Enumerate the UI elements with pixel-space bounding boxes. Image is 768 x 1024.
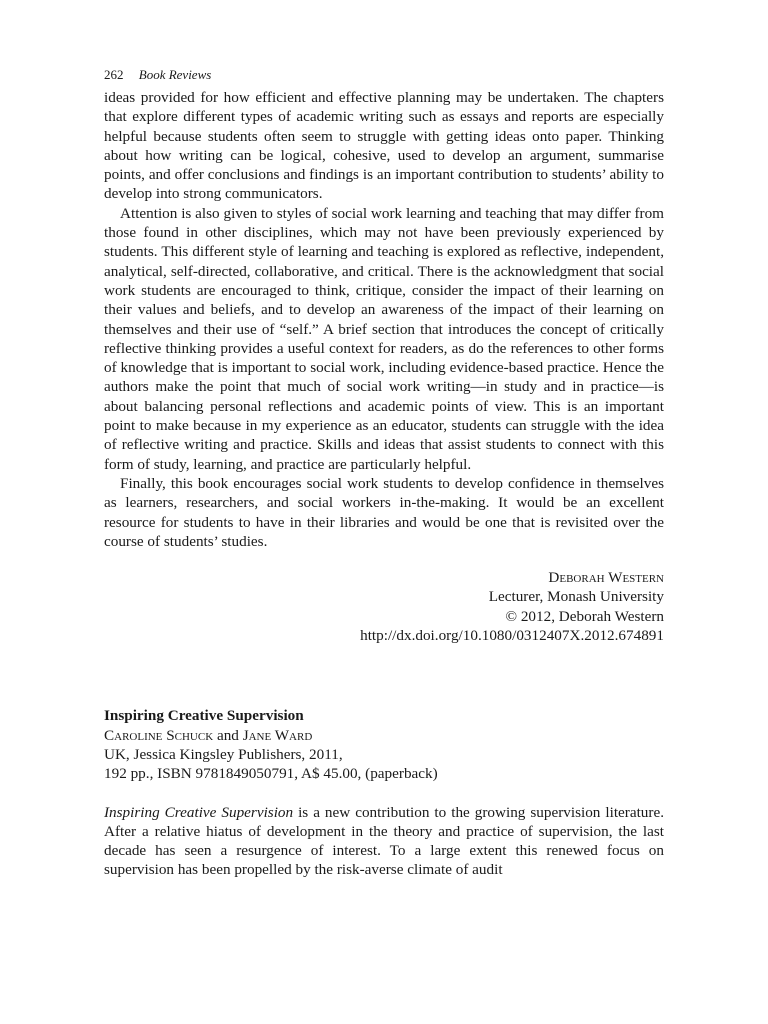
- book-details: 192 pp., ISBN 9781849050791, A$ 45.00, (paperback): [104, 765, 438, 783]
- book-title: Inspiring Creative Supervision: [104, 707, 304, 725]
- review1-paragraph-1: ideas provided for how efficient and effective planning may be undertaken. The chapters that explore different types of academic writing such as essays and reports are especially helpful because students often seem to struggle with getting ideas onto paper. Thinking about how writing can be logical, cohesive, used to develop an argument, summarise points, and offer conclusions and findings is an important contribution to students’ ability to develop into strong communicators.: [104, 89, 664, 203]
- reviewer-signature: [104, 568, 664, 645]
- author-joiner: and: [213, 726, 243, 744]
- review2-paragraph-text: is a new contribution to the growing supervision literature. After a relative hiatus of development in the theory and practice of supervision, the last decade has seen a resurgence of interest. To a large extent this renewed focus on supervision has been propelled by the risk-averse climate of audit: [104, 803, 664, 879]
- review2-paragraph-1: [104, 803, 664, 880]
- doi-link[interactable]: http://dx.doi.org/10.1080/0312407X.2012.674891: [360, 627, 664, 645]
- section-title: Book Reviews: [138, 67, 212, 82]
- review1-paragraph-3: Finally, this book encourages social work students to develop confidence in themselves as learners, researchers, and social workers in-the-making. It would be an excellent resource for students to have in their libraries and would be one that is revisited over the course of students’ studies.: [104, 474, 664, 550]
- running-head: [104, 62, 664, 88]
- page-content: [104, 62, 664, 880]
- reviewer-name: Deborah Western: [548, 569, 664, 587]
- review1-paragraph-2: Attention is also given to styles of social work learning and teaching that may differ from those found in other disciplines, which may not have been previously experienced by students. This different style of learning and teaching is explored as reflective, independent, analytical, self-directed, collaborative, and critical. There is the acknowledgment that social work students are encouraged to think, critique, consider the impact of their learning on their values and beliefs, and to develop an awareness of the impact of their learning on themselves and their use of “self.” A brief section that introduces the concept of critically reflective thinking provides a useful context for readers, as do the references to other forms of knowledge that is important to social work, including evidence-based practice. Hence the authors make the point that much of social work writing—in study and in practice—is about balancing personal reflections and academic points of view. This is an important point to make because in my experience as an educator, students can struggle with the idea of reflective writing and practice. Skills and ideas that assist students to connect with this form of study, learning, and practice are particularly helpful.: [104, 204, 664, 473]
- book-authors: [104, 726, 664, 745]
- copyright-line: © 2012, Deborah Western: [505, 607, 664, 625]
- author-2: Jane Ward: [242, 726, 313, 744]
- book-title-inline: Inspiring Creative Supervision: [104, 803, 294, 821]
- review2-header: [104, 706, 664, 783]
- page-number: 262: [104, 67, 124, 82]
- author-1: Caroline Schuck: [104, 726, 214, 744]
- book-publisher: UK, Jessica Kingsley Publishers, 2011,: [104, 745, 343, 763]
- reviewer-affiliation: Lecturer, Monash University: [488, 588, 664, 606]
